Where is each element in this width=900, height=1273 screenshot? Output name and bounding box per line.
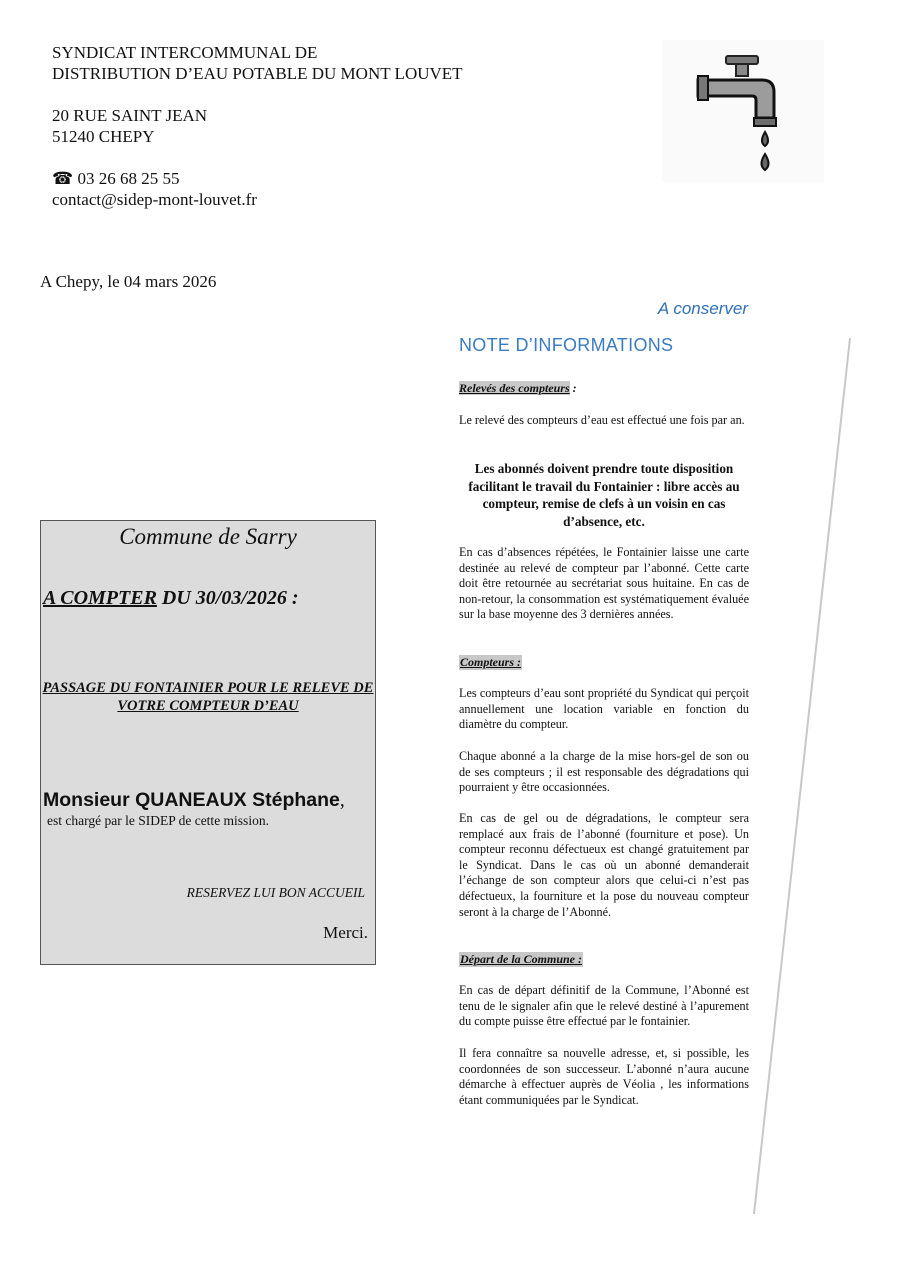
start-date: DU 30/03/2026 : bbox=[156, 587, 299, 609]
person-comma: , bbox=[339, 790, 345, 811]
compteurs-paragraph-2: Chaque abonné a la charge de la mise hors-gel de son ou de ses compteurs ; il est responsable des dégradations qui pourraient y être occasionnées. bbox=[459, 749, 749, 795]
section-releves-title: Relevés des compteurs bbox=[459, 381, 570, 395]
releves-paragraph-2: En cas d’absences répétées, le Fontainier laisse une carte destinée au relevé de compteur par l’abonné. Cette carte doit être retournée au secrétariat sous huitaine. En cas de non-retour, la consommation est systématiquement évaluée sur la base moyenne des 3 dernières années. bbox=[459, 545, 749, 622]
passage-notice: PASSAGE DU FONTAINIER POUR LE RELEVE DE VOTRE COMPTEUR D’EAU bbox=[42, 680, 374, 714]
phone-line bbox=[52, 168, 463, 189]
compteurs-paragraph-1: Les compteurs d’eau sont propriété du Syndicat qui perçoit annuellement une location variable en fonction du diamètre du compteur. bbox=[459, 686, 749, 732]
notice-box bbox=[40, 520, 376, 965]
commune-title: Commune de Sarry bbox=[119, 524, 297, 549]
address-line2: 51240 CHEPY bbox=[52, 127, 155, 146]
section-compteurs-title: Compteurs : bbox=[460, 655, 522, 669]
email-address: contact@sidep-mont-louvet.fr bbox=[52, 190, 257, 209]
start-label: A COMPTER bbox=[43, 587, 157, 609]
sender-block bbox=[52, 42, 463, 210]
welcome-text: RESERVEZ LUI BON ACCUEIL bbox=[186, 885, 365, 900]
date-line: A Chepy, le 04 mars 2026 bbox=[40, 272, 217, 291]
phone-icon: ☎ bbox=[52, 169, 74, 188]
depart-paragraph-2: Il fera connaître sa nouvelle adresse, et, si possible, les coordonnées de son successeur. L’abonné n’aura aucune démarche à effectuer auprès de Véolia , les informations étant communiquées par le Syndicat. bbox=[459, 1046, 749, 1107]
org-name-line2: DISTRIBUTION D’EAU POTABLE DU MONT LOUVET bbox=[52, 64, 463, 83]
depart-paragraph-1: En cas de départ définitif de la Commune, l’Abonné est tenu de le signaler afin que le relevé destiné à l’apurement du compte puisse être effectué par le fontainier. bbox=[459, 983, 749, 1029]
compteurs-paragraph-3: En cas de gel ou de dégradations, le compteur sera remplacé aux frais de l’abonné (fourniture et pose). Un compteur reconnu défectueux est changé gratuitement par le Syndicat. Dans le cas où un abonné demanderait l’échange de son compteur alors que celui-ci n’est pas défectueux, la fourniture et la pose du nouveau compteur seront à la charge de l’Abonné. bbox=[459, 811, 749, 919]
section-depart-title: Départ de la Commune : bbox=[460, 952, 582, 966]
mission-text: est chargé par le SIDEP de cette mission. bbox=[47, 813, 269, 828]
phone-number: 03 26 68 25 55 bbox=[77, 169, 180, 188]
keep-label: A conserver bbox=[657, 299, 748, 318]
person-name: Monsieur QUANEAUX Stéphane bbox=[43, 789, 340, 811]
note-title: NOTE D’INFORMATIONS bbox=[459, 335, 674, 355]
org-name-line1: SYNDICAT INTERCOMMUNAL DE bbox=[52, 43, 318, 62]
section-releves-colon: : bbox=[569, 381, 577, 395]
start-date-line bbox=[43, 587, 299, 610]
releves-bold-notice: Les abonnés doivent prendre toute disposition facilitant le travail du Fontainier : libre accès au compteur, remise de clefs à un voisin en cas d’absence, etc. bbox=[468, 461, 740, 529]
section-releves-heading bbox=[459, 381, 577, 396]
releves-paragraph-1: Le relevé des compteurs d’eau est effectué une fois par an. bbox=[459, 413, 745, 427]
address-line1: 20 RUE SAINT JEAN bbox=[52, 106, 208, 125]
water-tap-icon bbox=[662, 40, 824, 182]
thanks-text: Merci. bbox=[323, 923, 368, 942]
person-line bbox=[43, 789, 345, 812]
